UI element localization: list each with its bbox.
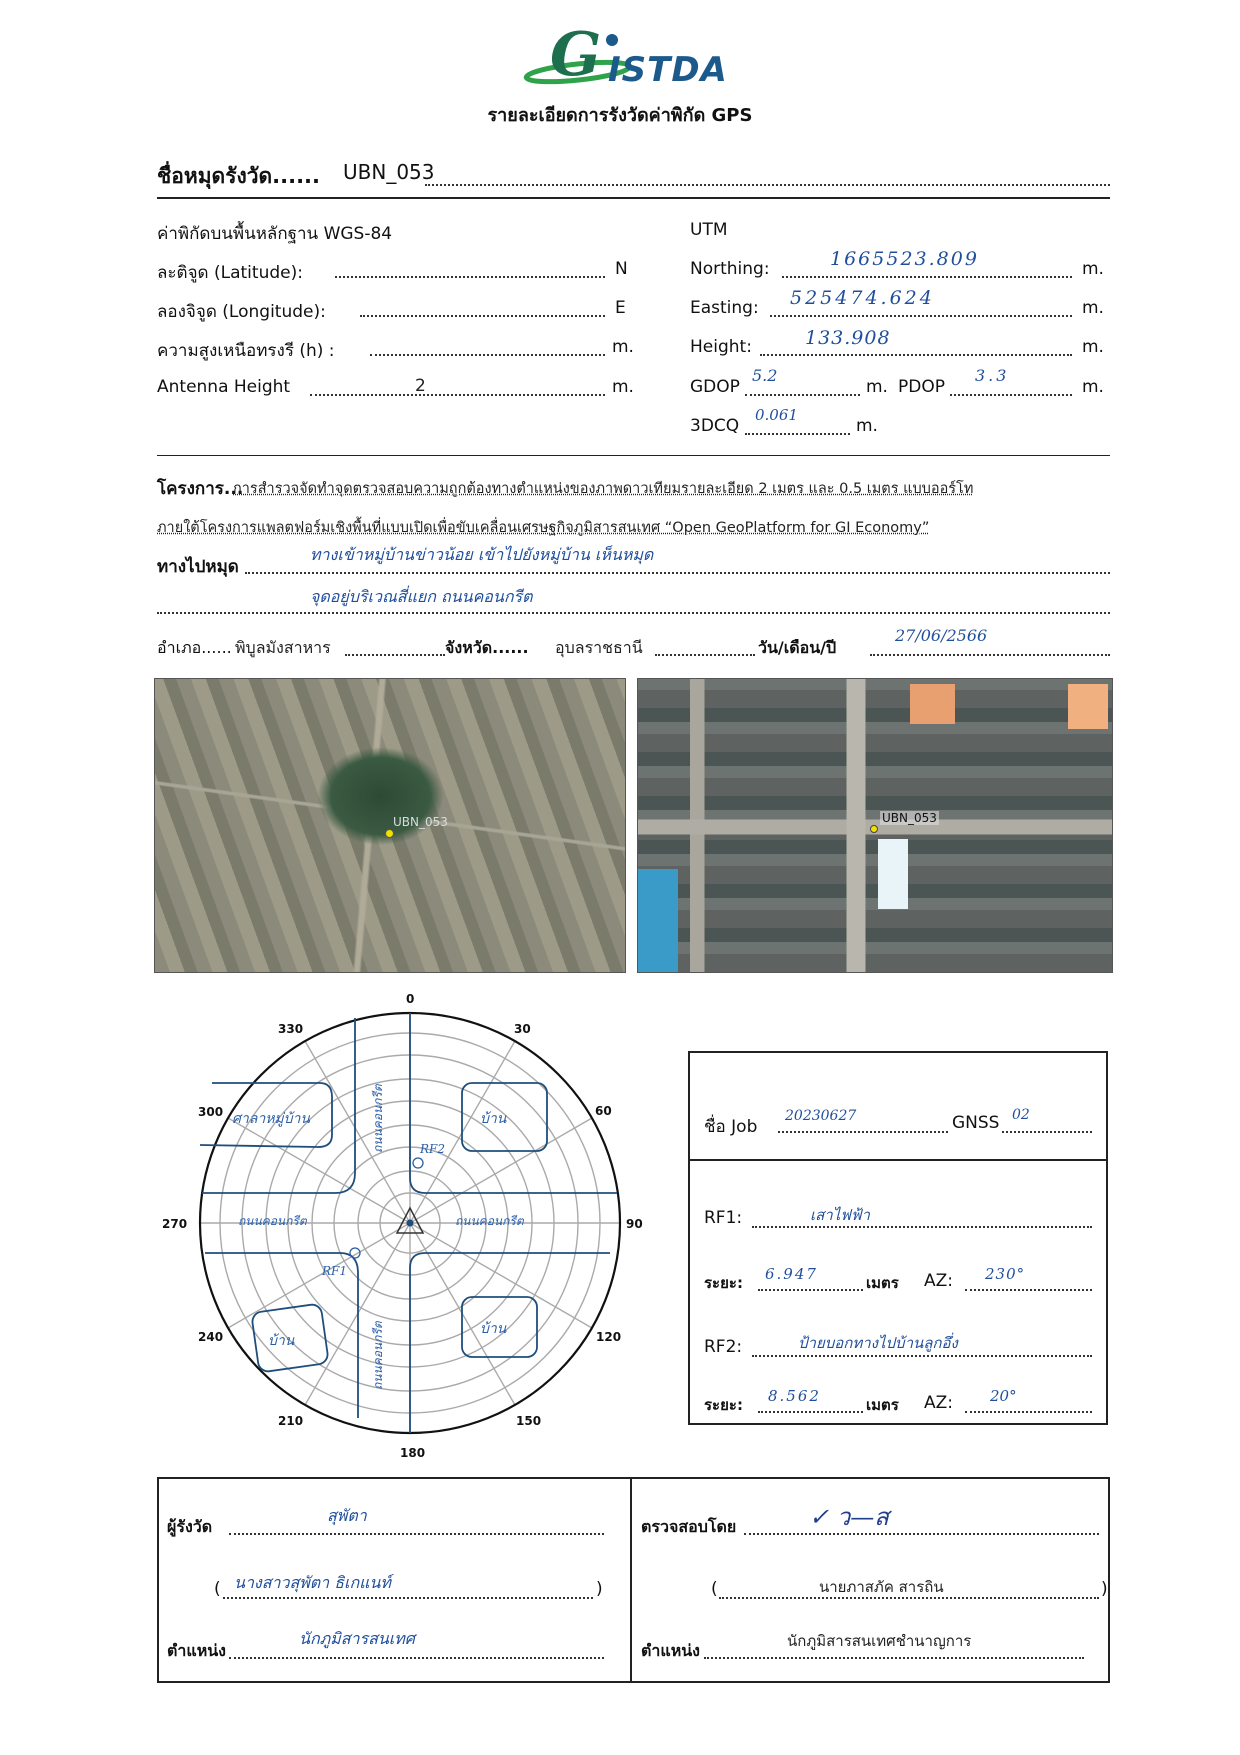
job-name-value: 20230627 [785, 1108, 857, 1124]
satellite-detail-image [637, 678, 1113, 973]
checker-position: นักภูมิสารสนเทศชำนาญการ [787, 1632, 972, 1650]
northing-value: 1665523.809 [830, 248, 979, 270]
job-box-divider [690, 1159, 1106, 1161]
antenna-height-unit: m. [612, 377, 634, 397]
angle-300: 300 [198, 1105, 224, 1119]
gdop-value: 5.2 [752, 366, 778, 385]
logo-letter-g: G [550, 20, 602, 90]
rf2-azimuth-field[interactable] [965, 1411, 1092, 1413]
polar-rf2-label: RF2 [420, 1142, 445, 1156]
project-line-1: การสำรวจจัดทำจุดตรวจสอบความถูกต้องทางตำแหน่งของภาพดาวเทียมรายละเอียด 2 เมตร และ 0.5 เมตร แบบออร์โท [233, 481, 974, 497]
overview-marker-icon [385, 829, 394, 838]
height-unit: m. [1082, 337, 1104, 357]
rf1-distance-unit: เมตร [866, 1274, 899, 1292]
checker-name-close-paren: ) [1101, 1579, 1108, 1599]
route-line-2: จุดอยู่บริเวณสี่แยก ถนนคอนกรีต [310, 587, 533, 606]
pdop-value: 3.3 [975, 366, 1010, 385]
province-value: อุบลราชธานี [555, 638, 643, 657]
surveyor-position-label: ตำแหน่ง [167, 1641, 226, 1660]
detail-marker-label: UBN_053 [882, 811, 937, 825]
checker-signature-field[interactable] [744, 1533, 1099, 1535]
route-field-2[interactable] [157, 612, 1110, 614]
rf2-distance-value: 8.562 [768, 1387, 821, 1405]
ellipsoid-height-unit: m. [612, 337, 634, 357]
job-reference-box [688, 1051, 1108, 1425]
checker-name: นายภาสภัค สารถิน [819, 1578, 944, 1596]
route-field-1[interactable] [245, 572, 1110, 574]
divider-top [157, 197, 1110, 199]
polar-sw-box-label: บ้าน [268, 1333, 295, 1349]
rf1-azimuth-field[interactable] [965, 1289, 1092, 1291]
province-field[interactable] [655, 654, 755, 656]
detail-building-white [878, 839, 908, 909]
detail-building-blue [638, 869, 678, 972]
utm-heading: UTM [690, 220, 728, 240]
checker-name-open-paren: ( [711, 1579, 718, 1599]
rf1-label: RF1: [704, 1208, 743, 1228]
polar-road-east-label: ถนนคอนกรีต [455, 1214, 524, 1228]
gnss-value: 02 [1012, 1107, 1030, 1123]
gdop-label: GDOP [690, 377, 740, 397]
polar-road-south-label: ถนนคอนกรีต [371, 1321, 385, 1390]
route-label: ทางไปหมุด [157, 557, 239, 577]
easting-label: Easting: [690, 298, 759, 318]
ellipsoid-height-label: ความสูงเหนือทรงรี (h) : [157, 341, 335, 361]
logo-text: ISTDA [608, 50, 728, 90]
detail-building-orange [910, 684, 955, 724]
rf2-label: RF2: [704, 1337, 743, 1357]
rf2-field[interactable] [752, 1355, 1092, 1357]
angle-270: 270 [162, 1217, 188, 1231]
surveyor-name-open-paren: ( [214, 1579, 221, 1599]
dcq-label: 3DCQ [690, 416, 740, 436]
gdop-unit: m. [866, 377, 888, 397]
height-value: 133.908 [805, 327, 891, 349]
angle-210: 210 [278, 1414, 304, 1428]
gnss-field[interactable] [1002, 1131, 1092, 1133]
province-label: จังหวัด...... [445, 638, 529, 657]
longitude-label: ลองจิจูด (Longitude): [157, 302, 326, 322]
polar-rf1-label: RF1 [322, 1264, 347, 1278]
antenna-height-field[interactable] [310, 394, 605, 396]
northing-field[interactable] [782, 276, 1072, 278]
point-name-dots [425, 184, 1110, 186]
surveyor-name-close-paren: ) [596, 1579, 603, 1599]
date-label: วัน/เดือน/ปี [758, 638, 837, 657]
sky-plot-diagram [150, 985, 670, 1460]
latitude-field[interactable] [335, 276, 605, 278]
rf1-distance-label: ระยะ: [704, 1274, 743, 1292]
angle-330: 330 [278, 1022, 304, 1036]
district-field[interactable] [345, 654, 445, 656]
point-name-label: ชื่อหมุดรังวัด...... [157, 164, 321, 188]
height-field[interactable] [760, 354, 1072, 356]
overview-marker-label: UBN_053 [393, 815, 448, 829]
angle-90: 90 [626, 1217, 643, 1231]
page-title: รายละเอียดการรังวัดค่าพิกัด GPS [487, 105, 753, 126]
district-value: พิบูลมังสาหาร [235, 638, 331, 657]
latitude-unit: N [615, 259, 628, 279]
rf1-azimuth-label: AZ: [924, 1271, 954, 1291]
angle-0: 0 [406, 992, 415, 1006]
northing-unit: m. [1082, 259, 1104, 279]
route-line-1: ทางเข้าหมู่บ้านข่าวน้อย เข้าไปยังหมู่บ้าน เห็นหมุด [310, 545, 654, 564]
polar-road-west-label: ถนนคอนกรีต [238, 1214, 307, 1228]
polar-ne-box-label: บ้าน [480, 1111, 507, 1127]
ellipsoid-height-field[interactable] [370, 354, 605, 356]
job-name-field[interactable] [778, 1131, 948, 1133]
antenna-height-label: Antenna Height [157, 377, 291, 397]
rf1-value: เสาไฟฟ้า [810, 1206, 870, 1224]
rf2-distance-unit: เมตร [866, 1396, 899, 1414]
easting-unit: m. [1082, 298, 1104, 318]
checker-signature: ✓ ว—ส [809, 1503, 889, 1531]
signature-divider [630, 1479, 632, 1681]
detail-building-orange-2 [1068, 684, 1108, 729]
rf2-azimuth-value: 20° [990, 1387, 1017, 1405]
job-name-label: ชื่อ Job [704, 1117, 758, 1137]
detail-marker-icon [870, 825, 878, 833]
surveyor-label: ผู้รังวัด [167, 1517, 213, 1536]
signature-box [157, 1477, 1110, 1683]
northing-label: Northing: [690, 259, 770, 279]
gnss-label: GNSS [952, 1113, 1000, 1133]
latitude-label: ละติจูด (Latitude): [157, 263, 303, 283]
height-label: Height: [690, 337, 752, 357]
angle-30: 30 [514, 1022, 531, 1036]
checker-position-label: ตำแหน่ง [641, 1641, 700, 1660]
surveyor-position: นักภูมิสารสนเทศ [299, 1629, 415, 1648]
dcq-field[interactable] [745, 433, 850, 435]
polar-se-box-label: บ้าน [480, 1321, 507, 1337]
surveyor-signature: สุพัตา [327, 1506, 367, 1525]
rf1-distance-value: 6.947 [765, 1265, 818, 1283]
angle-150: 150 [516, 1414, 542, 1428]
point-name-value: UBN_053 [343, 160, 435, 184]
project-label: โครงการ... [157, 479, 244, 499]
date-value: 27/06/2566 [895, 626, 988, 645]
angle-180: 180 [400, 1446, 426, 1460]
longitude-unit: E [615, 298, 626, 318]
gdop-field[interactable] [745, 394, 860, 396]
polar-road-north-label: ถนนคอนกรีต [371, 1084, 385, 1153]
date-field[interactable] [870, 654, 1110, 656]
surveyor-signature-field[interactable] [229, 1533, 604, 1535]
dcq-unit: m. [856, 416, 878, 436]
rf2-distance-label: ระยะ: [704, 1396, 743, 1414]
pdop-label: PDOP [898, 377, 945, 397]
surveyor-position-field[interactable] [229, 1657, 604, 1659]
antenna-height-value: 2 [415, 376, 426, 396]
surveyor-name: นางสาวสุพัตา ธิเกแนท์ [234, 1573, 391, 1592]
gistda-logo [520, 20, 740, 98]
rf2-value: ป้ายบอกทางไปบ้านลูกอึ่ง [798, 1334, 958, 1352]
rf1-azimuth-value: 230° [985, 1265, 1026, 1283]
pdop-unit: m. [1082, 377, 1104, 397]
surveyor-name-field[interactable] [223, 1597, 593, 1599]
rf1-distance-field[interactable] [758, 1289, 863, 1291]
easting-value: 525474.624 [790, 287, 935, 309]
longitude-field[interactable] [360, 315, 605, 317]
checker-label: ตรวจสอบโดย [641, 1517, 737, 1536]
wgs84-heading: ค่าพิกัดบนพื้นหลักฐาน WGS-84 [157, 224, 393, 244]
satellite-overview-image [154, 678, 626, 973]
checker-position-field[interactable] [704, 1657, 1084, 1659]
project-line-2: ภายใต้โครงการแพลตฟอร์มเชิงพื้นที่แบบเปิดเพื่อขับเคลื่อนเศรษฐกิจภูมิสารสนเทศ “Open GeoPlatform for GI Economy” [157, 520, 930, 536]
angle-240: 240 [198, 1330, 224, 1344]
district-label: อำเภอ...... [157, 638, 232, 657]
polar-nw-box-label: ศาลาหมู่บ้าน [232, 1111, 310, 1127]
divider-mid [157, 455, 1110, 456]
easting-field[interactable] [770, 315, 1072, 317]
rf1-field[interactable] [752, 1226, 1092, 1228]
dcq-value: 0.061 [755, 406, 798, 424]
angle-60: 60 [595, 1104, 612, 1118]
rf2-distance-field[interactable] [758, 1411, 863, 1413]
rf2-azimuth-label: AZ: [924, 1393, 954, 1413]
pdop-field[interactable] [950, 394, 1072, 396]
angle-120: 120 [596, 1330, 622, 1344]
